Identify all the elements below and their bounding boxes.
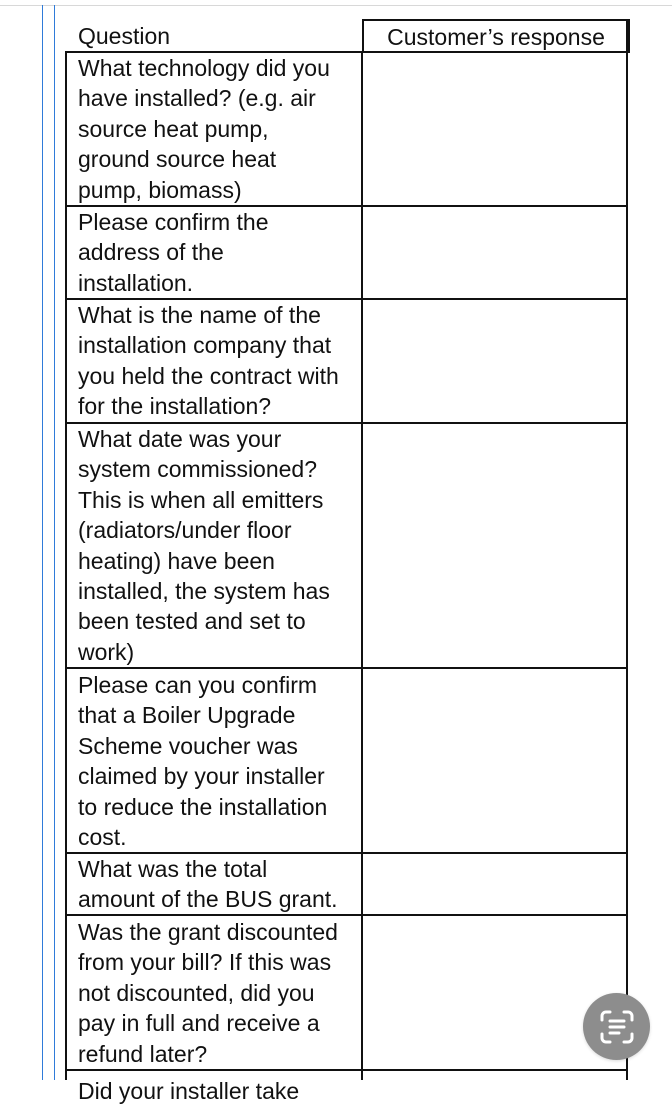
question-line: been tested and set to [78,608,306,635]
question-line: What technology did you [78,55,330,81]
question-cell [78,53,362,205]
question-line: Please can you confirm [78,672,318,698]
question-cell [78,854,362,915]
question-cell [78,300,362,422]
partial-question-text: Did your installer take [78,1078,300,1104]
question-cell [78,917,362,1069]
question-cell [78,207,362,298]
question-line: What was the total [78,856,268,882]
question-line: Was the grant discounted [78,919,338,945]
table-border-right [626,19,628,1080]
question-line: (radiators/under floor [78,517,292,544]
header-question: Question [78,23,171,49]
question-line: for the installation? [78,393,272,420]
question-line: What date was your [78,426,282,452]
question-line: not discounted, did you [78,979,315,1006]
question-line: system commissioned? [78,456,318,483]
question-line: to reduce the installation [78,793,328,820]
question-line: Scheme voucher was [78,732,298,759]
question-line: What is the name of the [78,302,321,328]
question-line: pay in full and receive a [78,1010,320,1037]
live-text-scan-button[interactable] [583,993,650,1060]
question-line: installed, the system has [78,578,330,605]
question-line: Please confirm the [78,209,269,235]
header-customer-response: Customer’s response [362,19,630,53]
question-line: address of the [78,239,224,266]
question-cell [78,424,362,667]
question-line: claimed by your installer [78,763,325,790]
question-line: from your bill? If this was [78,949,332,976]
question-line: This is when all emitters [78,486,324,513]
text-scan-icon [597,1007,637,1047]
question-line: cost. [78,824,127,851]
question-line: refund later? [78,1040,208,1067]
question-line: ground source heat [78,146,277,173]
question-line: have installed? (e.g. air [78,85,316,112]
question-line: source heat pump, [78,115,269,142]
row-divider [65,1069,628,1071]
question-line: you held the contract with [78,362,339,389]
question-line: heating) have been [78,547,275,574]
question-line: work) [78,638,135,665]
question-line: installation. [78,269,194,296]
question-line: pump, biomass) [78,176,242,203]
row-divider [65,667,628,669]
question-line: installation company that [78,332,332,359]
question-cell [78,670,362,852]
question-line: that a Boiler Upgrade [78,702,296,729]
question-line: amount of the BUS grant. [78,886,338,913]
